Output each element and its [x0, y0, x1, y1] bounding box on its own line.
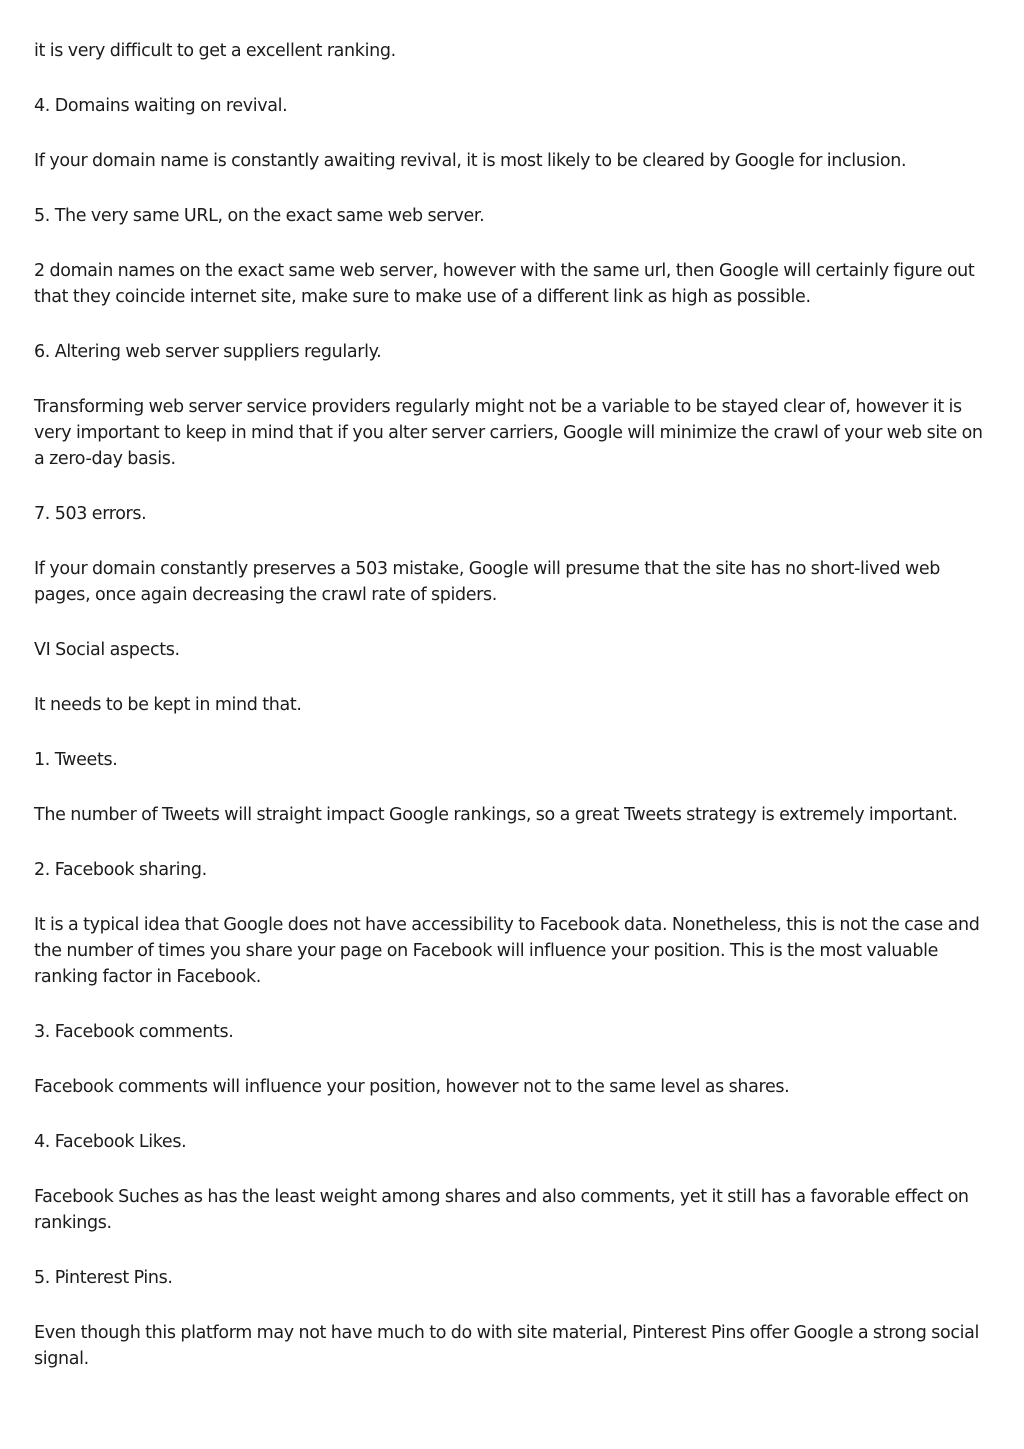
paragraph: If your domain name is constantly awaiting revival, it is most likely to be cleared by Google for inclusion.	[34, 151, 907, 171]
paragraph: it is very difficult to get a excellent ranking.	[34, 41, 396, 61]
paragraph: Facebook comments will influence your position, however not to the same level as shares.	[34, 1077, 790, 1097]
section-heading: 2. Facebook sharing.	[34, 860, 207, 880]
paragraph: 2 domain names on the exact same web server, however with the same url, then Google will certainly figure out that they coincide internet site, make sure to make use of a different link as high as possible.	[34, 261, 975, 307]
paragraph: It needs to be kept in mind that.	[34, 695, 302, 715]
section-heading: 1. Tweets.	[34, 750, 118, 770]
section-heading: 4. Domains waiting on revival.	[34, 96, 288, 116]
section-heading: 6. Altering web server suppliers regularly.	[34, 342, 382, 362]
section-heading: 5. Pinterest Pins.	[34, 1268, 173, 1288]
paragraph: It is a typical idea that Google does not have accessibility to Facebook data. Nonetheless, this is not the case and the number of times you share your page on Facebook will influence your position. This is the most valuable ranking factor in Facebook.	[34, 915, 980, 987]
section-heading: 4. Facebook Likes.	[34, 1132, 187, 1152]
paragraph: Even though this platform may not have much to do with site material, Pinterest Pins offer Google a strong social signal.	[34, 1323, 980, 1369]
paragraph: If your domain constantly preserves a 503 mistake, Google will presume that the site has no short-lived web pages, once again decreasing the crawl rate of spiders.	[34, 559, 941, 605]
section-heading: 7. 503 errors.	[34, 504, 147, 524]
paragraph: The number of Tweets will straight impact Google rankings, so a great Tweets strategy is extremely important.	[34, 805, 958, 825]
paragraph: Facebook Suches as has the least weight among shares and also comments, yet it still has a favorable effect on rankings.	[34, 1187, 969, 1233]
section-heading: 3. Facebook comments.	[34, 1022, 234, 1042]
section-heading: 5. The very same URL, on the exact same web server.	[34, 206, 485, 226]
paragraph: Transforming web server service providers regularly might not be a variable to be stayed clear of, however it is very important to keep in mind that if you alter server carriers, Google will minimize the crawl of your web site on a zero-day basis.	[34, 397, 983, 469]
document-body	[34, 38, 984, 1401]
section-heading: VI Social aspects.	[34, 640, 180, 660]
